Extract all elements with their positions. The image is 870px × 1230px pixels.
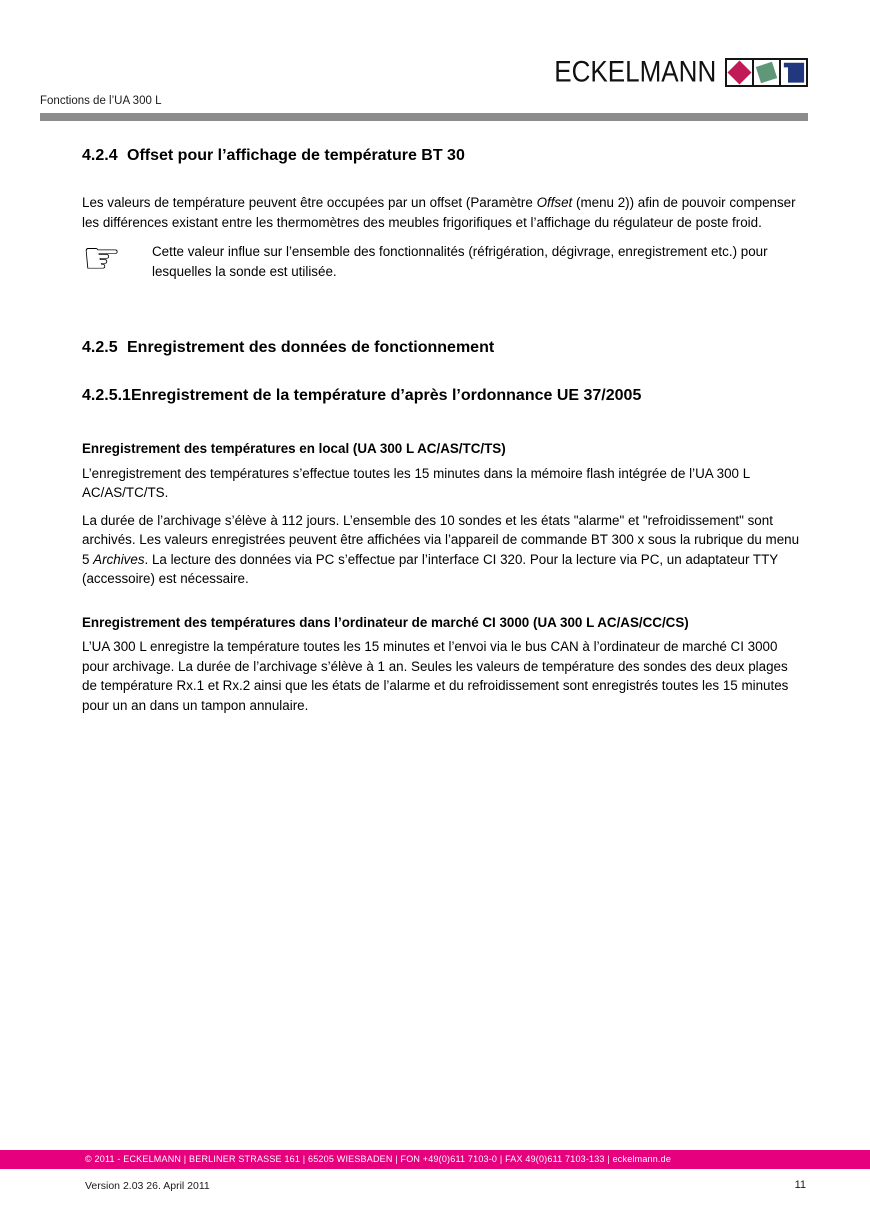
pointing-hand-icon: ☞ [82,234,122,283]
magenta-diamond-icon [727,60,751,84]
logo-box-3 [779,58,808,87]
blue-flag-icon [782,61,805,84]
section-title: Offset pour l’affichage de température BT 30 [127,147,465,164]
paragraph-local-2: La durée de l’archivage s’élève à 112 jours. L’ensemble des 10 sondes et les états "alarme" et "refroidissement" sont archivés. Les valeurs enregistrées peuvent être affichées via l’appareil de commande BT 300 x sous la rubrique du menu 5 Archives. La lecture des données via PC s’effectue par l’interface CI 320. Pour la lecture via PC, un adaptateur TTY (accessoire) est nécessaire. [82,512,800,586]
eckelmann-logo-text: ECKELMANN [553,55,716,88]
section-heading-4-2-5-1 [82,386,806,406]
footer-version-date: Version 2.03 26. April 2011 [85,1180,210,1192]
logo-box-1 [725,58,754,87]
section-heading-4-2-5 [82,338,806,358]
paragraph-offset: Les valeurs de température peuvent être occupées par un offset (Paramètre Offset (menu 2)) afin de pouvoir compenser les différences existant entre les thermomètres des meubles frigorifiques et l’affichage du régulateur de poste froid. [82,195,796,230]
page-header-context: Fonctions de l’UA 300 L [40,95,162,107]
green-square-icon [756,61,777,82]
logo-box-2 [752,58,781,87]
paragraph-local-1: L’enregistrement des températures s’effectue toutes les 15 minutes dans la mémoire flash intégrée de l’UA 300 L AC/AS/TC/TS. [82,465,750,500]
note-text: Cette valeur influe sur l’ensemble des fonctionnalités (réfrigération, dégivrage, enregistrement etc.) pour lesquelles la sonde est utilisée. [152,244,768,279]
footer-address-bar: © 2011 - ECKELMANN | BERLINER STRASSE 161 | 65205 WIESBADEN | FON +49(0)611 7103-0 | FAX 49(0)611 7103-133 | eckelmann.de [0,1150,870,1169]
section-heading-4-2-4 [82,146,806,166]
eckelmann-logo-mark [725,58,808,87]
subhead-ci3000-recording: Enregistrement des températures dans l’ordinateur de marché CI 3000 (UA 300 L AC/AS/CC/CS) [82,614,689,630]
subhead-local-recording: Enregistrement des températures en local (UA 300 L AC/AS/TC/TS) [82,441,506,456]
section-title: Enregistrement des données de fonctionnement [127,339,495,356]
paragraph-ci3000: L’UA 300 L enregistre la température toutes les 15 minutes et l’envoi via le bus CAN à l’ordinateur de marché CI 3000 pour archivage. La durée de l’archivage s’élève à 1 an. Seules les valeurs de température des sondes des deux plages de température Rx.1 et Rx.2 ainsi que les états de l’alarme et du refroidissement sont enregistrés toutes les 15 minutes pour un an dans un tampon annulaire. [82,639,789,713]
note-block [82,234,806,283]
document-body [82,146,806,715]
section-number: 4.2.5 [82,339,118,356]
page-number: 11 [794,1179,806,1191]
section-number: 4.2.4 [82,147,118,164]
section-number: 4.2.5.1 [82,387,131,404]
eckelmann-logo [542,56,808,88]
section-title: Enregistrement de la température d’après l’ordonnance UE 37/2005 [130,387,642,404]
header-rule [40,113,808,121]
